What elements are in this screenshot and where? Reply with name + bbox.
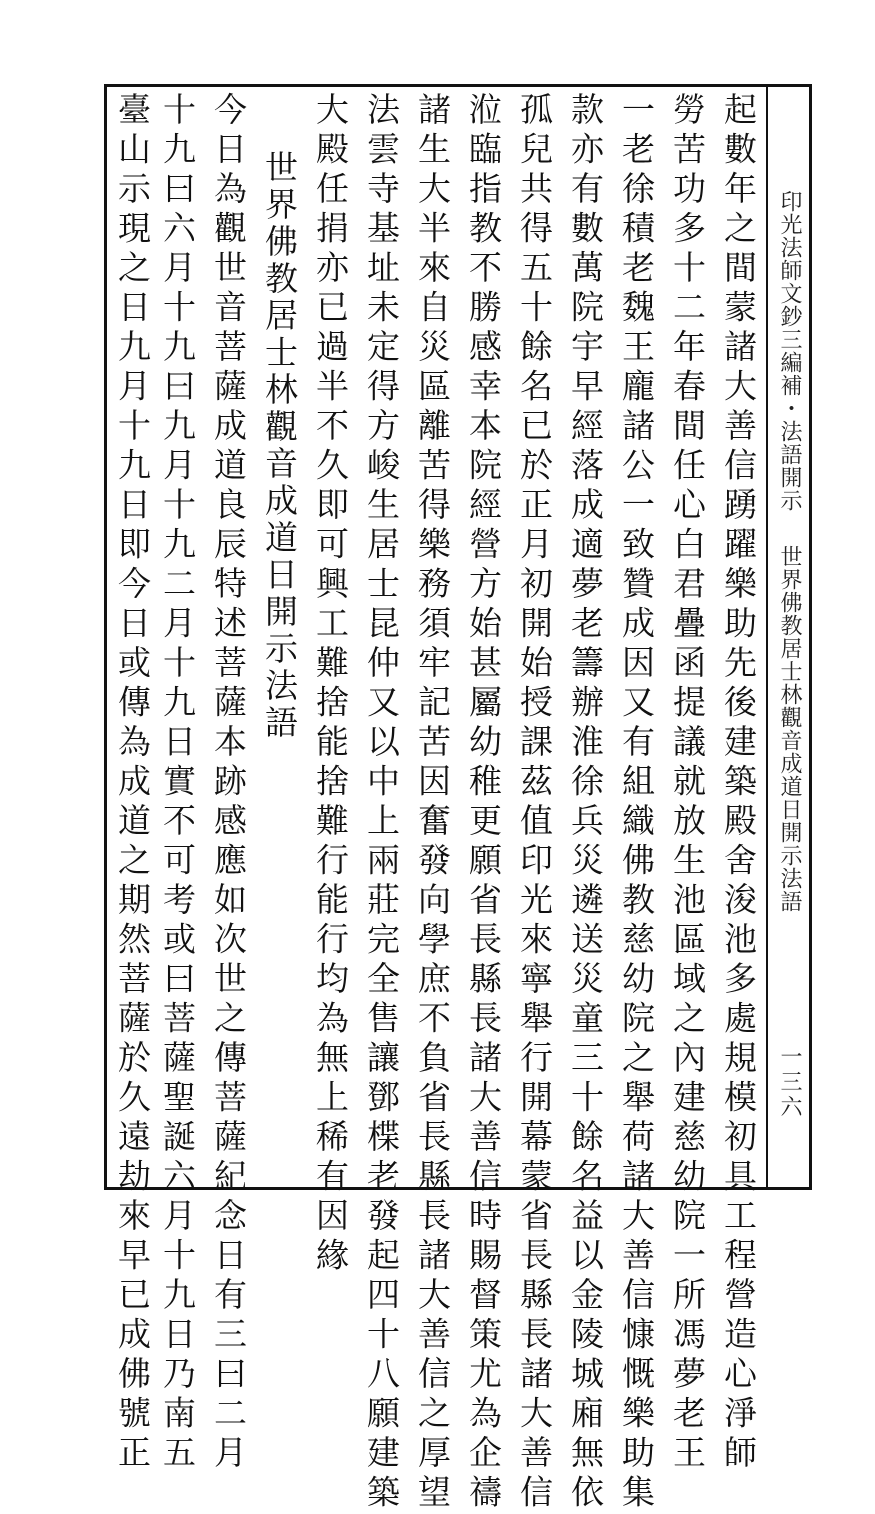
text-column-11: 今日為觀世音菩薩成道良辰特述菩薩本跡感應如次世之傳菩薩紀念日有三曰二月: [209, 92, 248, 1475]
text-column-3: 一老徐積老魏王龐諸公一致贊成因又有組織佛教慈幼院之舉荷諸大善信慷慨樂助集: [617, 92, 656, 1514]
text-column-1: 起數年之間蒙諸大善信踴躍樂助先後建築殿舍浚池多處規模初具工程營造心淨師: [719, 92, 758, 1475]
text-column-2: 勞苦功多十二年春間任心白君疊函提議就放生池區域之內建慈幼院一所馮夢老王: [668, 92, 707, 1475]
text-column-5: 孤兒共得五十餘名已於正月初開始授課茲值印光來寧舉行開幕蒙省長縣長諸大善信: [515, 92, 554, 1514]
running-header-book-title: 印光法師文鈔三編補・法語開示: [777, 190, 802, 512]
text-column-7: 諸生大半來自災區離苦得樂務須牢記苦因奮發向學庶不負省長縣長諸大善信之厚望: [413, 92, 452, 1514]
text-column-4: 款亦有數萬院宇早經落成適夢老籌辦淮徐兵災遴送災童三十餘名益以金陵城廂無依: [566, 92, 605, 1514]
text-column-8: 法雲寺基址未定得方峻生居士昆仲又以中上兩莊完全售讓鄧楪老發起四十八願建築: [362, 92, 401, 1514]
text-column-6: 涖臨指教不勝感幸本院經營方始甚屬幼稚更願省長縣長諸大善信時賜督策尤為企禱: [464, 92, 503, 1514]
text-column-13: 臺山示現之日九月十九日即今日或傳為成道之期然菩薩於久遠劫來早已成佛號正: [113, 92, 152, 1475]
text-column-12: 十九曰六月十九曰九月十九二月十九日實不可考或曰菩薩聖誕六月十九日乃南五: [158, 92, 197, 1475]
running-header-section-title: 世界佛教居士林觀音成道日開示法語: [777, 545, 802, 913]
section-heading: 世界佛教居士林觀音成道日開示法語: [260, 150, 299, 742]
text-column-9: 大殿任捐亦已過半不久即可興工難捨能捨難行能行均為無上稀有因緣: [311, 92, 350, 1277]
page-number: 一三六: [777, 1045, 802, 1120]
header-divider: [766, 84, 768, 1190]
